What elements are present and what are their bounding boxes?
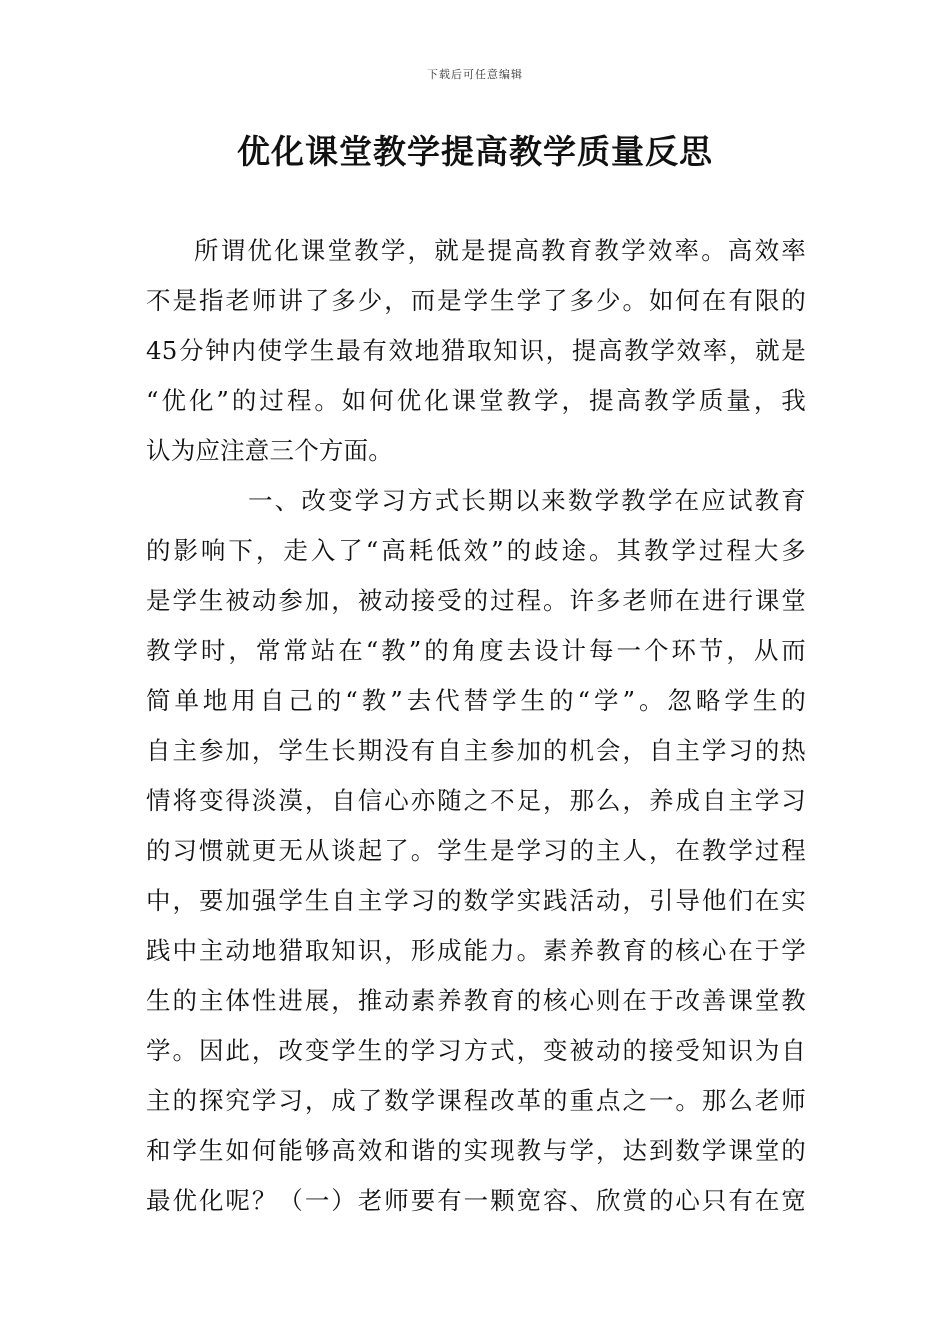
paragraph-2-line-14: 和学生如何能够高效和谐的实现教与学，达到数学课堂的 [146,1136,806,1165]
paragraph-1-line-5: 认为应注意三个方面。 [146,436,393,465]
paragraph-1-line-1: 所谓优化课堂教学，就是提高教育教学效率。高效率 [194,236,806,265]
paragraph-2-line-4: 教学时，常常站在“教”的角度去设计每一个环节，从而 [146,636,806,665]
paragraph-1-line-2: 不是指老师讲了多少，而是学生学了多少。如何在有限的 [146,286,806,315]
paragraph-2-line-8: 的习惯就更无从谈起了。学生是学习的主人，在教学过程 [146,836,806,865]
paragraph-2-line-12: 学。因此，改变学生的学习方式，变被动的接受知识为自 [146,1036,806,1065]
paragraph-2-line-1: 一、改变学习方式长期以来数学教学在应试教育 [248,486,806,515]
paragraph-2-line-3: 是学生被动参加，被动接受的过程。许多老师在进行课堂 [146,586,806,615]
paragraph-2-line-5: 简单地用自己的“教”去代替学生的“学”。忽略学生的 [146,686,806,715]
paragraph-2-line-9: 中，要加强学生自主学习的数学实践活动，引导他们在实 [146,886,806,915]
document-body [146,226,806,1226]
document-title: 优化课堂教学提高教学质量反思 [237,132,713,171]
paragraph-1-line-4: “优化”的过程。如何优化课堂教学，提高教学质量，我 [146,386,806,415]
paragraph-2-line-6: 自主参加，学生长期没有自主参加的机会，自主学习的热 [146,736,806,765]
paragraph-2-line-2: 的影响下，走入了“高耗低效”的歧途。其教学过程大多 [146,536,806,565]
paragraph-2-line-10: 践中主动地猎取知识，形成能力。素养教育的核心在于学 [146,936,806,965]
paragraph-1-line-3: 45分钟内使学生最有效地猎取知识，提高教学效率，就是 [146,336,806,365]
paragraph-2-line-15: 最优化呢？（一）老师要有一颗宽容、欣赏的心只有在宽 [146,1186,806,1215]
paragraph-2-line-13: 主的探究学习，成了数学课程改革的重点之一。那么老师 [146,1086,806,1115]
paragraph-2-line-7: 情将变得淡漠，自信心亦随之不足，那么，养成自主学习 [146,786,806,815]
paragraph-2-line-11: 生的主体性进展，推动素养教育的核心则在于改善课堂教 [146,986,806,1015]
header-note: 下载后可任意编辑 [427,68,523,81]
